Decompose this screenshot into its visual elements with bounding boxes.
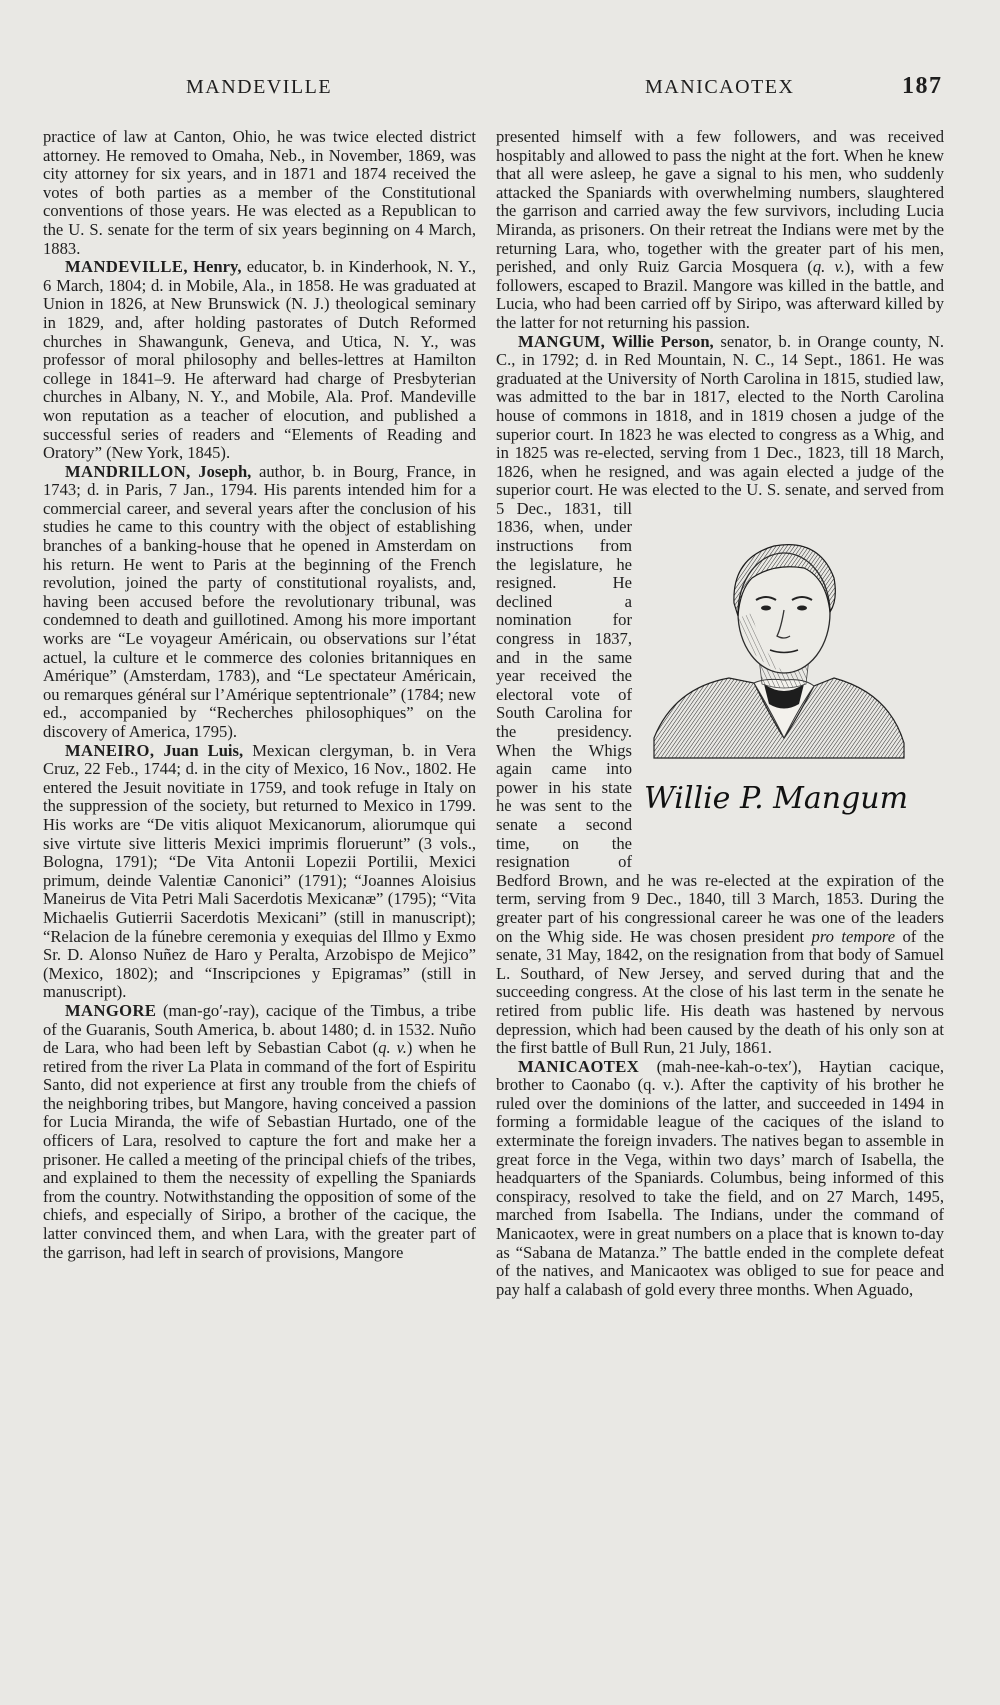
left-column (43, 128, 476, 1262)
running-head (0, 73, 1000, 112)
entry-text-manicaotex: (mah-nee-kah-o-tex′), Haytian cacique, brother to Caonabo (q. v.). After the captivity of his brother he ruled over the dominions of the latter, and succeeded in 1494 in forming a formidable league of the caciques of the island to exterminate the foreign invaders. The natives began to assemble in great force in the Vega, within two days’ march of Isabella, the headquarters of the Spaniards. Columbus, being informed of this conspiracy, resolved to take the field, and on 27 March, 1495, marched from Isabella. The Indians, under the command of Manicaotex, were in great numbers on a place that is known to-day as “Sabana de Matanza.” The battle ended in the complete defeat of the natives, and Manicaotex was obliged to sue for peace and pay half a calabash of gold every three months. When Aguado, (496, 1056, 944, 1299)
given-name-mandrillon: Joseph, (198, 461, 252, 481)
entry-mandeville (43, 258, 476, 463)
headword-mangum: MANGUM, (518, 331, 606, 351)
headword-mandeville: MANDEVILLE, (65, 257, 188, 277)
entry-text-mangore-b: ) when he retired from the river La Plata in command of the fort of Espiritu Santo, did not experience at first any trouble from the chiefs of the neighboring tribes, but Mangore, having conceived a passion for Lucia Miranda, the wife of Sebastian Hurtado, one of the officers of Lara, resolved to capture the fort and make her a prisoner. He called a meeting of the principal chiefs of the tribes, and explained to them the necessity of expelling the Spaniards from the country. Notwithstanding the opposition of some of the chiefs, and especially of Siripo, a brother of the cacique, the latter convinced them, and when Lara, with the greater part of the garrison, had left in search of provisions, Mangore (43, 1038, 476, 1262)
signature-text: Willie P. Mangum (644, 780, 909, 816)
given-name-mangum: Willie Person, (611, 331, 714, 351)
entry-mangore (43, 1002, 476, 1262)
headword-maneiro: MANEIRO, (65, 740, 155, 760)
pro-tempore: pro tempore (811, 926, 896, 946)
portrait-engraving (634, 508, 924, 888)
qv-mosquera: q. v. (812, 257, 845, 277)
continuation-text-b: ), with a few followers, escaped to Brazil. Mangore was killed in the battle, and Lucia, who had been carried off by Siripo, was afterward killed by the latter for not returning his passion. (496, 257, 944, 332)
entry-text-mangum-a: senator, b. in Orange county, N. C., in 1792; d. in Red Mountain, N. C., 14 Sept., 1861. He was graduated at the University of North Carolina in 1815, studied law, was admitted to the bar in 1817, elected to the North Carolina house of commons in 1818, and in 1819 chosen a judge of the superior court. In 1823 he was elected to congress as a Whig, and in 1825 was re-elected, serving from 1 Dec., 1823, till 18 March, 1826, when he resigned, and was again elected a judge of the superior court. He was elected to the U. S. senate, and served from 5 Dec., 1831, till (496, 331, 945, 518)
headword-manicaotex: MANICAOTEX (518, 1056, 640, 1076)
entry-text-mangum-b: of the senate, 31 May, 1842, on the resignation from that body of Samuel L. Southard, of New Jersey, and served during that and the succeeding congress. At the close of his last term in the senate he retired from public life. His death was hastened by nervous depression, which had been caused by the death of his only son at the first battle of Bull Run, 21 July, 1861. (496, 926, 944, 1058)
entry-manicaotex (496, 1058, 944, 1300)
continuation-paragraph-right (496, 128, 944, 333)
entry-text-maneiro: Mexican clergyman, b. in Vera Cruz, 22 Feb., 1744; d. in the city of Mexico, 16 Nov., 1802. He entered the Jesuit novitiate in 1759, and took refuge in Italy on the suppression of the society, but returned to Mexico in 1799. His works are “De vitis aliquot Mexicanorum, aliorumque qui sive virtute sive litteris Mexici imprimis floruerunt” (3 vols., Bologna, 1791); “De Vita Antonii Lopezii Portilii, Mexici primum, deinde Valentiæ Canonici” (1791); “Joannes Aloisius Maneirus de Vita Petri Mali Sacerdotis Mexicanæ” (1795); “Vita Michaelis Gutierrii Sacerdotis Mexicani” (still in manuscript); “Relacion de la fúnebre ceremonia y exequias del Illmo y Exmo Sr. D. Alonso Nuñez de Haro y Peralta, Arzobispo de Mejico” (Mexico, 1802); and “Inscripciones y Epigramas” (still in manuscript). (43, 740, 476, 1002)
portrait-figure (634, 508, 924, 888)
running-head-left: MANDEVILLE (186, 76, 333, 98)
headword-mangore: MANGORE (65, 1000, 157, 1020)
qv-mangore: q. v. (378, 1038, 407, 1058)
entry-mandrillon (43, 463, 476, 742)
continuation-paragraph: practice of law at Canton, Ohio, he was twice elected district attorney. He removed to Omaha, Neb., in November, 1869, was city attorney for six years, and in 1871 and 1874 received the votes of both parties as a member of the Constitutional conventions of those years. He was elected as a Republican to the U. S. senate for the term of six years beginning on 4 March, 1883. (43, 127, 476, 258)
running-head-right: MANICAOTEX (645, 76, 795, 98)
given-name-maneiro: Juan Luis, (163, 740, 244, 760)
headword-mandrillon: MANDRILLON, (65, 461, 191, 481)
entry-text-mangum-a-cont: 1836, when, under instructions from the legislature, he resigned. He declined a nomination for congress in 1837, and in the same year received the electoral vote of South Carolina for the presidency. When the Whigs again came into power in his state he was sent to the senate a second time, on the resignation of Bedford Brown, and he was re-elected at the expiration of the term, serving from 9 Dec., 1840, till 3 March, 1853. During the greater part of his congressional career he was one of the leaders on the Whig side. He was chosen president (496, 517, 944, 946)
page-number: 187 (902, 73, 943, 99)
entry-text-mandrillon: author, b. in Bourg, France, in 1743; d. in Paris, 7 Jan., 1794. His parents intended him for a commercial career, and several years after the conclusion of his studies he came to this country with the object of establishing branches of a banking-house that he opened in Amsterdam on his return. He went to Paris at the beginning of the French revolution, joined the party of constitutional royalists, and, having been accused before the revolutionary tribunal, was condemned to death and guillotined. Among his more important works are “Le voyageur Américain, ou observations sur l’état actuel, la culture et le commerce des colonies britanniques en Amérique” (Amsterdam, 1783), and “Le spectateur Américain, ou remarques général sur l’Amérique septentrionale” (1784; new ed., accompanied by “Recherches philosophiques” on the discovery of America, 1795). (43, 461, 476, 741)
given-name-mandeville: Henry, (193, 257, 242, 277)
entry-maneiro (43, 742, 476, 1002)
continuation-text-a: presented himself with a few followers, and was received hospitably and allowed to pass the night at the fort. When he knew that all were asleep, he gave a signal to his men, who suddenly attacked the Spaniards with overwhelming numbers, slaughtered the garrison and carried away the few survivors, including Lucia Miranda, as prisoners. On their retreat the Indians were met by the returning Lara, who, together with the greater part of his men, perished, and only Ruiz Garcia Mosquera ( (496, 127, 944, 277)
entry-text-mandeville: educator, b. in Kinderhook, N. Y., 6 March, 1804; d. in Mobile, Ala., in 1858. He was graduated at Union in 1826, at New Brunswick (N. J.) theological seminary in 1829, and, after holding pastorates of Dutch Reformed churches in Shawangunk, Geneva, and Utica, N. Y., was professor of moral philosophy and belles-lettres at Hamilton college in 1841–9. He afterward had charge of Presbyterian churches in Albany, N. Y., and Mobile, Ala. Prof. Mandeville won reputation as a teacher of elocution, and published a successful series of readers and “Elements of Reading and Oratory” (New York, 1845). (43, 257, 477, 463)
entry-text-mangore-a: (man-go′-ray), cacique of the Timbus, a tribe of the Guaranis, South America, b. about 1480; d. in 1532. Nuño de Lara, who had been left by Sebastian Cabot ( (43, 1000, 476, 1058)
